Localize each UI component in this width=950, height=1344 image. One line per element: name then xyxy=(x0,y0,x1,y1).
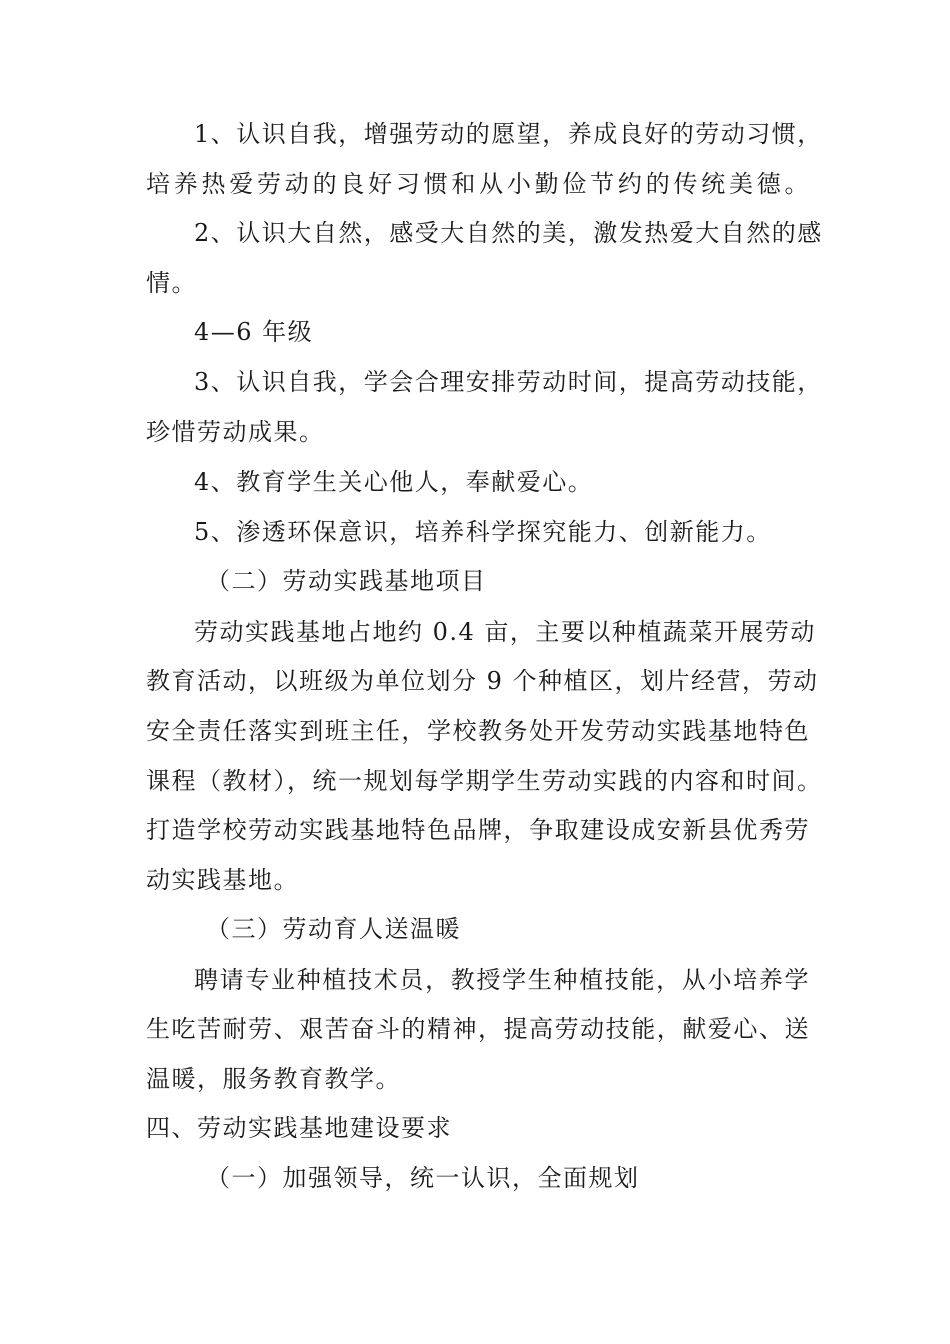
paragraph-line: 培养热爱劳动的良好习惯和从小勤俭节约的传统美德。 xyxy=(146,170,810,198)
paragraph-line: 聘请专业种植技术员，教授学生种植技能，从小培养学 xyxy=(194,966,810,994)
paragraph-line: 劳动实践基地占地约 0.4 亩，主要以种植蔬菜开展劳动 xyxy=(194,618,816,646)
paragraph-line: 温暖，服务教育教学。 xyxy=(146,1065,401,1093)
paragraph-line: 情。 xyxy=(146,269,197,297)
paragraph-line: 课程（教材），统一规划每学期学生劳动实践的内容和时间。 xyxy=(146,767,823,795)
paragraph-line: 教育活动，以班级为单位划分 9 个种植区，划片经营，劳动 xyxy=(146,667,819,695)
section-heading: （三）劳动育人送温暖 xyxy=(206,915,461,943)
paragraph-line: 打造学校劳动实践基地特色品牌，争取建设成安新县优秀劳 xyxy=(146,816,810,844)
paragraph-line: 珍惜劳动成果。 xyxy=(146,418,325,446)
paragraph-line: 1、认识自我，增强劳动的愿望，养成良好的劳动习惯， xyxy=(194,120,823,148)
chapter-heading: 四、劳动实践基地建设要求 xyxy=(146,1114,452,1142)
paragraph-line: 4、教育学生关心他人，奉献爱心。 xyxy=(194,468,594,496)
paragraph-line: 5、渗透环保意识，培养科学探究能力、创新能力。 xyxy=(194,518,772,546)
section-heading: （一）加强领导，统一认识，全面规划 xyxy=(206,1164,640,1192)
grade-heading: 4—6 年级 xyxy=(194,318,314,346)
paragraph-line: 安全责任落实到班主任，学校教务处开发劳动实践基地特色 xyxy=(146,717,810,745)
paragraph-line: 2、认识大自然，感受大自然的美，激发热爱大自然的感 xyxy=(194,219,823,247)
paragraph-line: 动实践基地。 xyxy=(146,866,299,894)
paragraph-line: 3、认识自我，学会合理安排劳动时间，提高劳动技能， xyxy=(194,368,823,396)
paragraph-line: 生吃苦耐劳、艰苦奋斗的精神，提高劳动技能，献爱心、送 xyxy=(146,1015,810,1043)
section-heading: （二）劳动实践基地项目 xyxy=(206,567,487,595)
